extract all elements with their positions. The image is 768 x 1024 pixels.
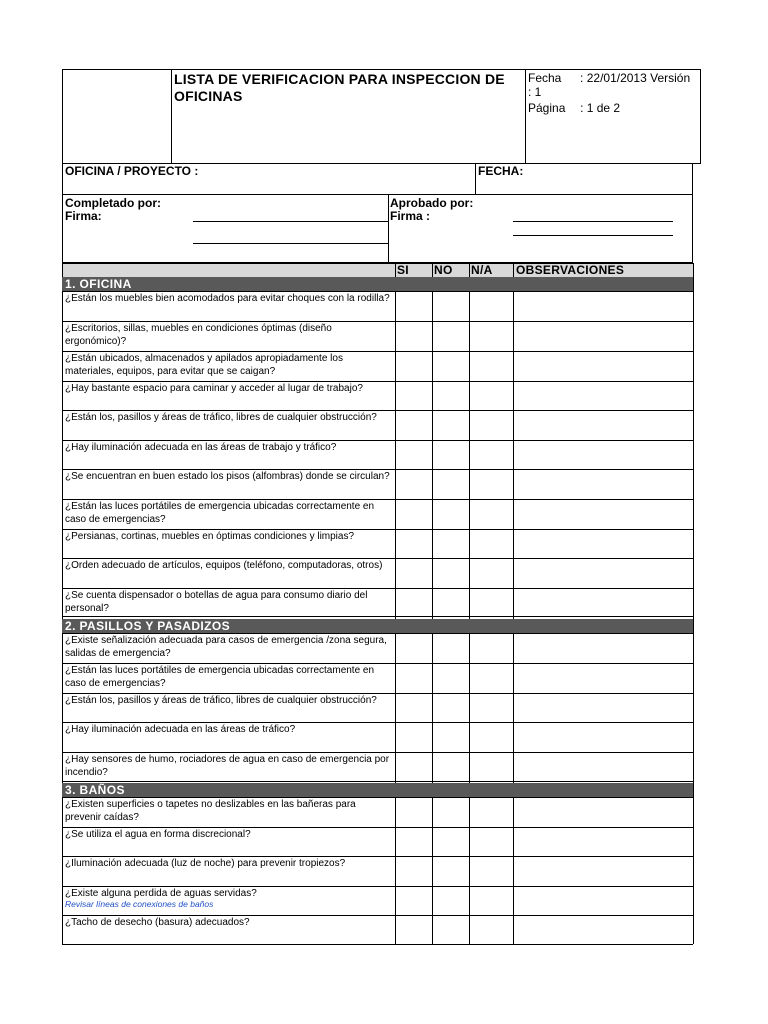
no-cell[interactable] [433, 798, 469, 827]
si-cell[interactable] [396, 411, 432, 440]
completado-label: Completado por: [65, 196, 161, 210]
si-cell[interactable] [396, 500, 432, 529]
question-text: ¿Hay iluminación adecuada en las áreas de trabajo y tráfico? [65, 442, 337, 453]
question-text: ¿Existen superficies o tapetes no deslizables en las bañeras para prevenir caídas? [65, 799, 356, 823]
fecha-row [528, 71, 698, 85]
version-value: : 1 [528, 85, 542, 99]
header-divider-left [171, 69, 172, 164]
observaciones-cell[interactable] [514, 828, 693, 856]
na-cell[interactable] [470, 530, 513, 558]
section-header: 2. PASILLOS Y PASADIZOS [62, 619, 693, 633]
no-cell[interactable] [433, 382, 469, 410]
na-cell[interactable] [470, 723, 513, 752]
observaciones-cell[interactable] [514, 857, 693, 886]
observaciones-cell[interactable] [514, 382, 693, 410]
row-rule [62, 781, 693, 782]
section-header: 3. BAÑOS [62, 783, 693, 797]
checklist-question [65, 694, 393, 722]
no-cell[interactable] [433, 916, 469, 944]
no-cell[interactable] [433, 887, 469, 915]
si-cell[interactable] [396, 559, 432, 588]
observaciones-cell[interactable] [514, 352, 693, 381]
na-cell[interactable] [470, 753, 513, 781]
question-text: ¿Existe alguna perdida de aguas servidas? [65, 888, 257, 899]
si-cell[interactable] [396, 470, 432, 499]
checklist-question [65, 441, 393, 469]
question-text: ¿Están los, pasillos y áreas de tráfico, libres de cualquier obstrucción? [65, 412, 377, 423]
question-text: ¿Están los muebles bien acomodados para evitar choques con la rodilla? [65, 293, 390, 304]
observaciones-cell[interactable] [514, 887, 693, 915]
na-cell[interactable] [470, 411, 513, 440]
na-cell[interactable] [470, 694, 513, 722]
observaciones-cell[interactable] [514, 723, 693, 752]
no-cell[interactable] [433, 352, 469, 381]
question-text: ¿Están las luces portátiles de emergencia ubicadas correctamente en caso de emergencias? [65, 501, 375, 525]
na-cell[interactable] [470, 382, 513, 410]
question-text: ¿Tacho de desecho (basura) adecuados? [65, 917, 250, 928]
na-cell[interactable] [470, 857, 513, 886]
no-cell[interactable] [433, 500, 469, 529]
pagina-value: : 1 de 2 [580, 101, 621, 115]
checklist-question [65, 500, 393, 529]
no-cell[interactable] [433, 664, 469, 693]
aprobado-line[interactable] [513, 221, 673, 222]
observaciones-cell[interactable] [514, 634, 693, 663]
si-cell[interactable] [396, 352, 432, 381]
checklist-question [65, 530, 393, 558]
na-cell[interactable] [470, 559, 513, 588]
fecha-label: Fecha [528, 71, 562, 85]
section-header: 1. OFICINA [62, 277, 693, 291]
column-no: NO [434, 263, 453, 277]
question-text: ¿Persianas, cortinas, muebles en óptimas condiciones y limpias? [65, 531, 355, 542]
na-cell[interactable] [470, 916, 513, 944]
row-rule [62, 616, 693, 617]
si-cell[interactable] [396, 694, 432, 722]
pagina-row [528, 101, 698, 115]
firma-label: Firma: [65, 209, 102, 223]
document-title: LISTA DE VERIFICACION PARA INSPECCION DE OFICINAS [174, 71, 505, 104]
question-text: ¿Orden adecuado de artículos, equipos (teléfono, computadoras, otros) [65, 560, 383, 571]
na-cell[interactable] [470, 322, 513, 351]
question-text: ¿Hay iluminación adecuada en las áreas de tráfico? [65, 724, 296, 735]
na-cell[interactable] [470, 441, 513, 469]
firma2-label: Firma : [390, 209, 431, 223]
checklist-question [65, 887, 393, 915]
firma2-line[interactable] [513, 235, 673, 236]
checklist-question [65, 559, 393, 588]
aprobado-label: Aprobado por: [390, 196, 474, 210]
si-cell[interactable] [396, 798, 432, 827]
checklist-question [65, 470, 393, 499]
fecha-field-label: FECHA: [478, 164, 524, 178]
checklist-question [65, 589, 393, 616]
no-cell[interactable] [433, 723, 469, 752]
question-text: ¿Se encuentran en buen estado los pisos (alfombras) donde se circulan? [65, 471, 390, 482]
table-left-border [62, 263, 63, 944]
row-rule [62, 944, 693, 945]
observaciones-cell[interactable] [514, 694, 693, 722]
na-cell[interactable] [470, 887, 513, 915]
no-cell[interactable] [433, 857, 469, 886]
si-cell[interactable] [396, 382, 432, 410]
checklist-question [65, 916, 393, 944]
checklist-question [65, 798, 393, 827]
question-text: ¿Hay sensores de humo, rociadores de agua en caso de emergencia por incendio? [65, 754, 390, 778]
checklist-question [65, 382, 393, 410]
no-cell[interactable] [433, 530, 469, 558]
si-cell[interactable] [396, 887, 432, 915]
na-cell[interactable] [470, 828, 513, 856]
observaciones-cell[interactable] [514, 559, 693, 588]
na-cell[interactable] [470, 798, 513, 827]
na-cell[interactable] [470, 292, 513, 321]
checklist-question [65, 352, 393, 381]
question-text: ¿Se utiliza el agua en forma discrecional? [65, 829, 251, 840]
table-right-border [693, 263, 694, 944]
no-cell[interactable] [433, 559, 469, 588]
fecha-value: : 22/01/2013 Versión [580, 71, 691, 85]
si-cell[interactable] [396, 292, 432, 321]
firma-line[interactable] [193, 221, 388, 222]
si-cell[interactable] [396, 322, 432, 351]
no-cell[interactable] [433, 292, 469, 321]
na-cell[interactable] [470, 634, 513, 663]
oficina-proyecto-label: OFICINA / PROYECTO : [65, 164, 199, 178]
observaciones-cell[interactable] [514, 500, 693, 529]
signature-divider [388, 194, 389, 263]
observaciones-cell[interactable] [514, 798, 693, 827]
na-cell[interactable] [470, 352, 513, 381]
si-cell[interactable] [396, 664, 432, 693]
si-cell[interactable] [396, 589, 432, 616]
observaciones-cell[interactable] [514, 292, 693, 321]
question-text: ¿Están los, pasillos y áreas de tráfico, libres de cualquier obstrucción? [65, 695, 377, 706]
si-cell[interactable] [396, 857, 432, 886]
question-text: ¿Existe señalización adecuada para casos de emergencia /zona segura, salidas de emergencia? [65, 635, 387, 659]
question-note: Revisar líneas de conexiones de baños [65, 899, 214, 909]
observaciones-cell[interactable] [514, 753, 693, 781]
checklist-question [65, 753, 393, 781]
si-cell[interactable] [396, 723, 432, 752]
checklist-question [65, 857, 393, 886]
checklist-question [65, 292, 393, 321]
si-cell[interactable] [396, 441, 432, 469]
no-cell[interactable] [433, 322, 469, 351]
na-cell[interactable] [470, 500, 513, 529]
si-cell[interactable] [396, 753, 432, 781]
column-observaciones: OBSERVACIONES [516, 263, 625, 277]
checklist-question [65, 664, 393, 693]
no-cell[interactable] [433, 441, 469, 469]
no-cell[interactable] [433, 589, 469, 616]
no-cell[interactable] [433, 753, 469, 781]
checklist-question [65, 828, 393, 856]
no-cell[interactable] [433, 694, 469, 722]
question-text: ¿Se cuenta dispensador o botellas de agua para consumo diario del personal? [65, 590, 368, 614]
observaciones-cell[interactable] [514, 470, 693, 499]
no-cell[interactable] [433, 411, 469, 440]
question-text: ¿Están las luces portátiles de emergencia ubicadas correctamente en caso de emergencias? [65, 665, 375, 689]
no-cell[interactable] [433, 828, 469, 856]
column-na: N/A [471, 263, 493, 277]
si-cell[interactable] [396, 828, 432, 856]
no-cell[interactable] [433, 634, 469, 663]
question-text: ¿Están ubicados, almacenados y apilados apropiadamente los materiales, equipos, para evitar que se caigan? [65, 353, 343, 377]
pagina-label: Página [528, 101, 566, 115]
no-cell[interactable] [433, 470, 469, 499]
checklist-question [65, 322, 393, 351]
observaciones-cell[interactable] [514, 530, 693, 558]
completado-line[interactable] [193, 243, 388, 244]
na-cell[interactable] [470, 470, 513, 499]
question-text: ¿Hay bastante espacio para caminar y acceder al lugar de trabajo? [65, 383, 363, 394]
na-cell[interactable] [470, 589, 513, 616]
checklist-question [65, 634, 393, 663]
checklist-question [65, 411, 393, 440]
checklist-question [65, 723, 393, 752]
oficina-fecha-divider [475, 163, 476, 195]
si-cell[interactable] [396, 634, 432, 663]
si-cell[interactable] [396, 530, 432, 558]
observaciones-cell[interactable] [514, 916, 693, 944]
column-si: SI [397, 263, 409, 277]
observaciones-cell[interactable] [514, 322, 693, 351]
question-text: ¿Escritorios, sillas, muebles en condiciones óptimas (diseño ergonómico)? [65, 323, 332, 347]
observaciones-cell[interactable] [514, 411, 693, 440]
na-cell[interactable] [470, 664, 513, 693]
table-top-border [62, 263, 693, 264]
observaciones-cell[interactable] [514, 664, 693, 693]
question-text: ¿Iluminación adecuada (luz de noche) para prevenir tropiezos? [65, 858, 346, 869]
si-cell[interactable] [396, 916, 432, 944]
observaciones-cell[interactable] [514, 589, 693, 616]
observaciones-cell[interactable] [514, 441, 693, 469]
